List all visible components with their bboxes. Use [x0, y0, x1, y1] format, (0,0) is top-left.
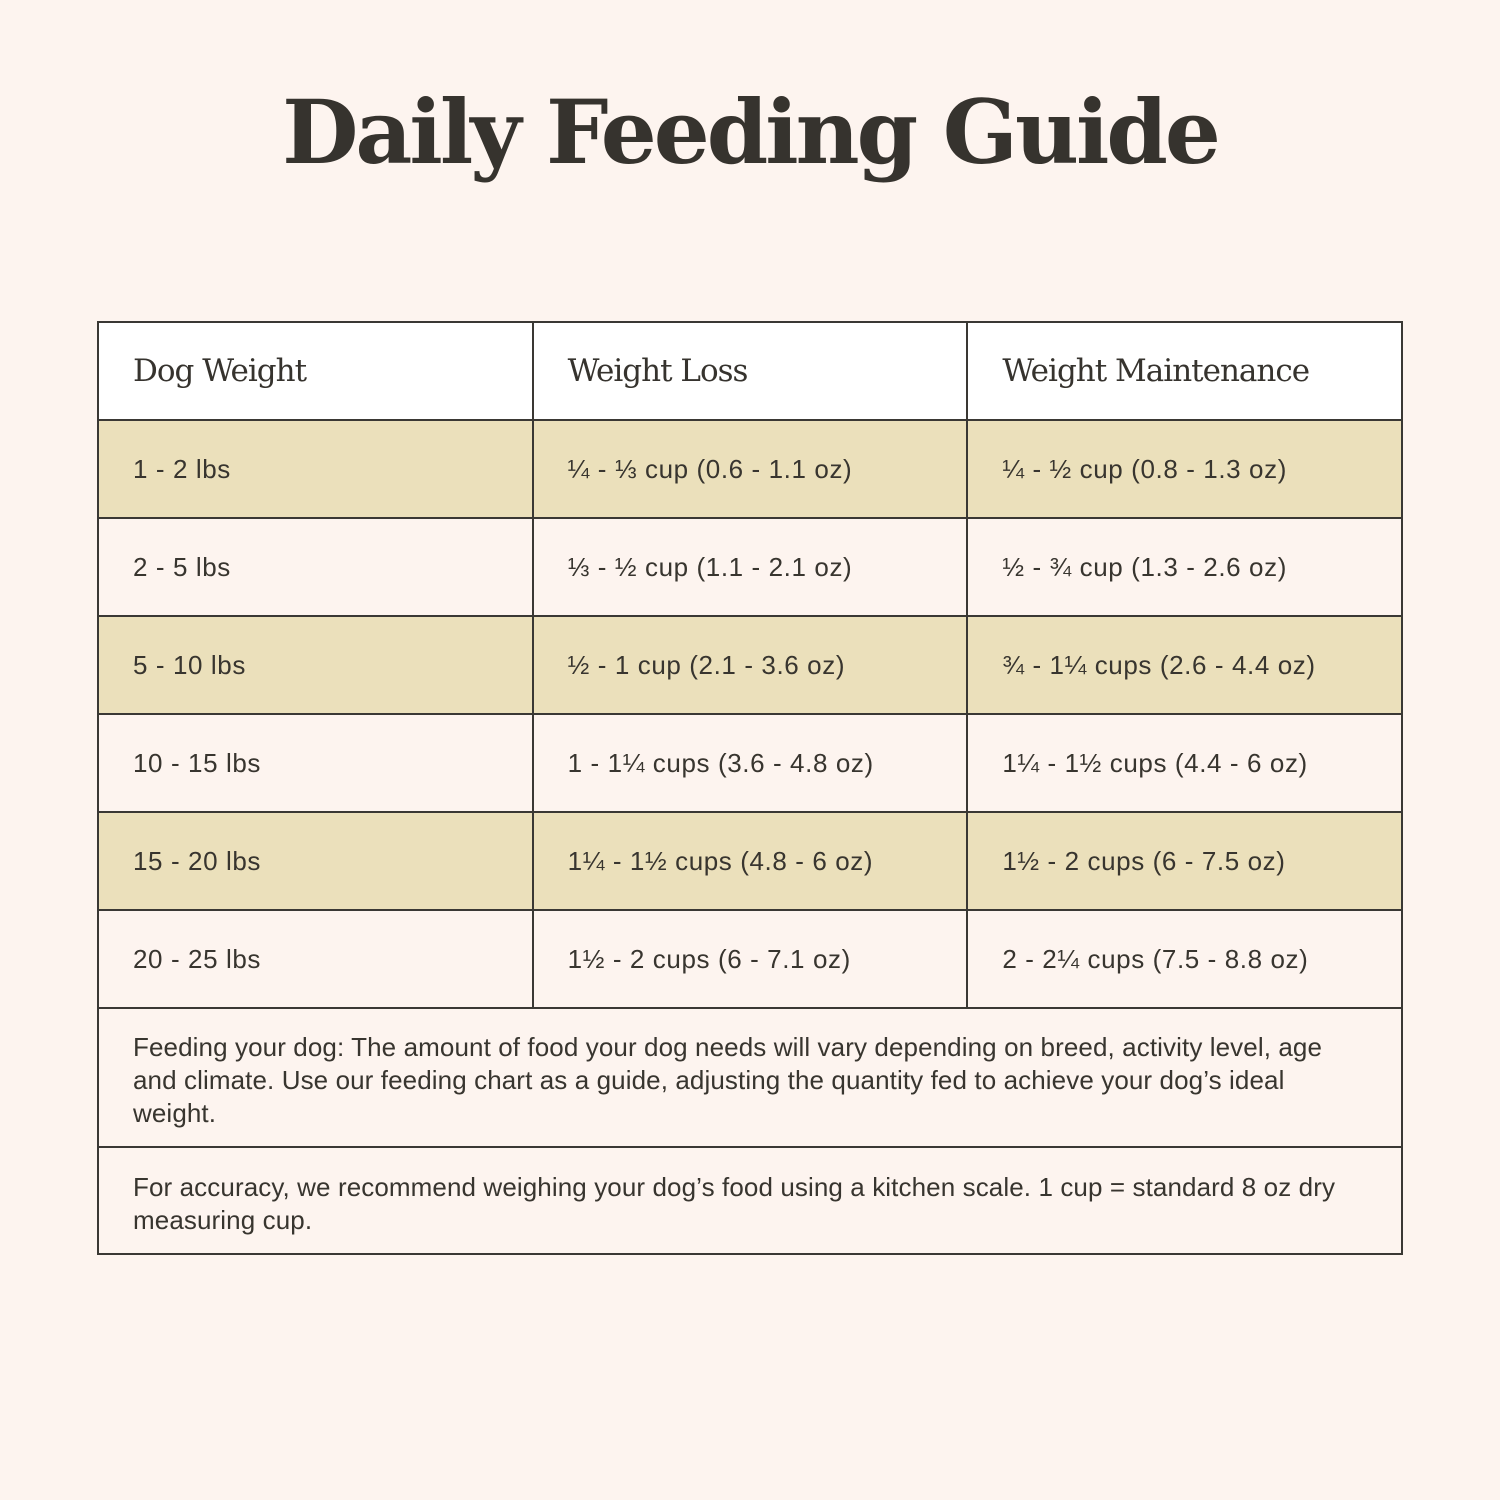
- weight-loss-cell: 1 - 1¼ cups (3.6 - 4.8 oz): [532, 715, 967, 811]
- weight-loss-cell: ¼ - ⅓ cup (0.6 - 1.1 oz): [532, 421, 967, 517]
- weight-loss-cell: 1½ - 2 cups (6 - 7.1 oz): [532, 911, 967, 1007]
- weight-maintenance-cell: 2 - 2¼ cups (7.5 - 8.8 oz): [966, 911, 1401, 1007]
- dog-weight-cell: 2 - 5 lbs: [133, 551, 231, 582]
- dog-weight-cell: 15 - 20 lbs: [133, 845, 262, 876]
- dog-weight-cell: 10 - 15 lbs: [133, 747, 262, 778]
- weight-maintenance-cell: ½ - ¾ cup (1.3 - 2.6 oz): [966, 519, 1401, 615]
- weight-maintenance-cell: 1½ - 2 cups (6 - 7.5 oz): [966, 813, 1401, 909]
- weight-loss-cell: ⅓ - ½ cup (1.1 - 2.1 oz): [532, 519, 967, 615]
- table-row: [99, 813, 1401, 911]
- accuracy-note: For accuracy, we recommend weighing your dog’s food using a kitchen scale. 1 cup = standard 8 oz dry measuring cup.: [133, 1172, 1336, 1235]
- weight-maintenance-cell: ¾ - 1¼ cups (2.6 - 4.4 oz): [966, 617, 1401, 713]
- dog-weight-cell: 20 - 25 lbs: [133, 943, 262, 974]
- weight-maintenance-cell: 1¼ - 1½ cups (4.4 - 6 oz): [966, 715, 1401, 811]
- dog-weight-cell: 5 - 10 lbs: [133, 649, 246, 680]
- page-title: Daily Feeding Guide: [282, 80, 1218, 184]
- weight-maintenance-cell: ¼ - ½ cup (0.8 - 1.3 oz): [966, 421, 1401, 517]
- header-dog-weight: Dog Weight: [133, 353, 307, 389]
- table-row: [99, 421, 1401, 519]
- table-row: [99, 519, 1401, 617]
- weight-loss-cell: ½ - 1 cup (2.1 - 3.6 oz): [532, 617, 967, 713]
- table-header-row: [99, 323, 1401, 421]
- table-row: [99, 617, 1401, 715]
- header-weight-maintenance: Weight Maintenance: [966, 323, 1401, 419]
- table-row: [99, 715, 1401, 813]
- table-row: [99, 911, 1401, 1009]
- weight-loss-cell: 1¼ - 1½ cups (4.8 - 6 oz): [532, 813, 967, 909]
- feeding-note: Feeding your dog: The amount of food your dog needs will vary depending on breed, activity level, age and climate. Use our feeding chart as a guide, adjusting the quantity fed to achieve your dog’s ideal weight.: [99, 1009, 1401, 1148]
- header-weight-loss: Weight Loss: [532, 323, 967, 419]
- feeding-table: [97, 321, 1403, 1255]
- dog-weight-cell: 1 - 2 lbs: [133, 453, 231, 484]
